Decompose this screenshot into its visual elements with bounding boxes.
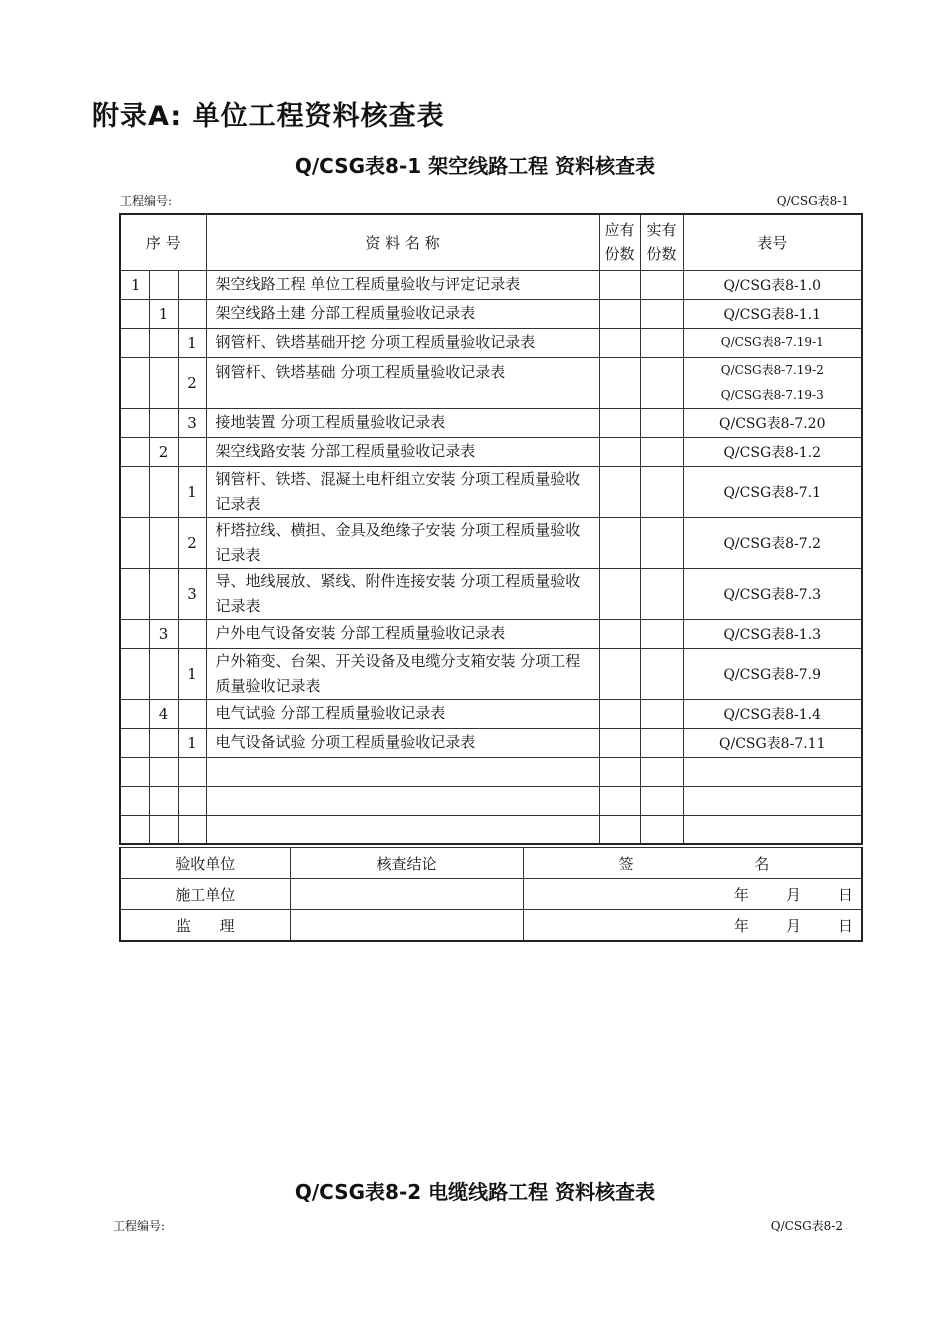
signature-row-supervision [120,910,862,942]
header-form-no: 表号 [683,214,862,270]
sign-header-char2: 名 [754,854,770,873]
row-actual-count [640,408,683,437]
table-row [120,466,862,517]
table1-title: Q/CSG表8-1 架空线路工程 资料核查表 [294,154,656,178]
row-form-no: Q/CSG表8-1.0 [683,270,862,299]
row-should-count [599,728,640,757]
empty-row [120,757,862,786]
table-row [120,437,862,466]
row-level3 [178,437,206,466]
empty-row [120,815,862,844]
row-doc-name: 架空线路土建 分部工程质量验收记录表 [206,299,599,328]
table-header-row [120,214,862,270]
row-level3: 2 [178,517,206,568]
row-level3 [178,699,206,728]
row-level1: 1 [120,270,149,299]
row-form-no: Q/CSG表8-7.20 [683,408,862,437]
document-check-table [119,213,863,845]
row-actual-count [640,328,683,357]
row-actual-count [640,437,683,466]
date-month: 月 [785,916,801,935]
row-level3: 2 [178,357,206,408]
table-row [120,517,862,568]
table-row [120,299,862,328]
table-row [120,357,862,408]
row-level1 [120,437,149,466]
row-level1 [120,299,149,328]
header-name: 资 料 名 称 [206,214,599,270]
row-doc-name: 架空线路安装 分部工程质量验收记录表 [206,437,599,466]
header-should-count [599,214,640,270]
table2-code-label: Q/CSG表8-2 [770,1219,843,1233]
date-year: 年 [733,885,749,904]
row-form-no: Q/CSG表8-7.19-1 [683,328,862,357]
row-should-count [599,408,640,437]
table-row [120,408,862,437]
sign-conclusion-header: 核查结论 [290,848,523,879]
row-level2 [149,648,178,699]
table-row [120,728,862,757]
row-level3: 1 [178,328,206,357]
row-level3: 3 [178,408,206,437]
date-year: 年 [733,916,749,935]
row-level1 [120,728,149,757]
row-should-count [599,270,640,299]
row-form-no: Q/CSG表8-7.3 [683,568,862,619]
row-doc-name: 杆塔拉线、横担、金具及绝缘子安装 分项工程质量验收记录表 [206,517,599,568]
row-doc-name: 架空线路工程 单位工程质量验收与评定记录表 [206,270,599,299]
table2-title: Q/CSG表8-2 电缆线路工程 资料核查表 [294,1180,656,1204]
row-should-count [599,517,640,568]
row-should-count [599,328,640,357]
sign-construction-date [523,879,862,910]
row-level2 [149,357,178,408]
sign-supervision-conclusion [290,910,523,942]
row-doc-name: 钢管杆、铁塔基础 分项工程质量验收记录表 [206,357,599,408]
row-should-count [599,568,640,619]
row-level3 [178,270,206,299]
signature-row-construction [120,879,862,910]
row-form-no: Q/CSG表8-7.1 [683,466,862,517]
row-level2 [149,517,178,568]
row-level1 [120,328,149,357]
row-doc-name: 钢管杆、铁塔基础开挖 分项工程质量验收记录表 [206,328,599,357]
row-level1 [120,619,149,648]
row-level3: 3 [178,568,206,619]
row-should-count [599,437,640,466]
date-day: 日 [837,916,853,935]
row-form-no: Q/CSG表8-1.1 [683,299,862,328]
header-actual-count-line2: 份数 [646,245,677,264]
row-level2 [149,270,178,299]
table2-project-no-label: 工程编号: [113,1219,166,1233]
row-should-count [599,466,640,517]
header-should-count-line2: 份数 [604,245,635,264]
row-level3 [178,299,206,328]
row-level1 [120,648,149,699]
row-level1 [120,568,149,619]
row-actual-count [640,357,683,408]
row-level2: 3 [149,619,178,648]
row-doc-name: 户外电气设备安装 分部工程质量验收记录表 [206,619,599,648]
sign-construction-unit: 施工单位 [120,879,290,910]
row-level3: 1 [178,728,206,757]
row-actual-count [640,270,683,299]
row-level3: 1 [178,466,206,517]
row-doc-name: 钢管杆、铁塔、混凝土电杆组立安装 分项工程质量验收记录表 [206,466,599,517]
table-row [120,568,862,619]
row-form-no: Q/CSG表8-1.4 [683,699,862,728]
row-level1 [120,699,149,728]
sign-construction-conclusion [290,879,523,910]
row-actual-count [640,517,683,568]
row-level1 [120,517,149,568]
row-actual-count [640,728,683,757]
row-doc-name: 接地装置 分项工程质量验收记录表 [206,408,599,437]
date-day: 日 [837,885,853,904]
table-row [120,328,862,357]
row-level2 [149,728,178,757]
row-should-count [599,619,640,648]
row-level1 [120,408,149,437]
sign-supervision-date [523,910,862,942]
row-level3: 1 [178,648,206,699]
table-row [120,648,862,699]
header-should-count-line1: 应有 [604,221,635,240]
row-actual-count [640,648,683,699]
row-level2 [149,568,178,619]
row-level3 [178,619,206,648]
row-form-no: Q/CSG表8-7.2 [683,517,862,568]
sign-header-char1: 签 [618,854,634,873]
row-doc-name: 电气设备试验 分项工程质量验收记录表 [206,728,599,757]
row-level2: 4 [149,699,178,728]
signature-header-row [120,848,862,879]
table-row [120,619,862,648]
row-level1 [120,466,149,517]
row-level2 [149,466,178,517]
row-level2 [149,328,178,357]
row-actual-count [640,568,683,619]
row-form-no-line1: Q/CSG表8-7.19-2 [720,362,824,377]
header-actual-count [640,214,683,270]
row-level2: 2 [149,437,178,466]
row-actual-count [640,699,683,728]
row-should-count [599,648,640,699]
header-seq: 序 号 [120,214,206,270]
table1-project-no-label: 工程编号: [120,194,173,208]
row-actual-count [640,619,683,648]
date-month: 月 [785,885,801,904]
row-form-no-line2: Q/CSG表8-7.19-3 [720,387,824,402]
row-level1 [120,357,149,408]
row-should-count [599,299,640,328]
table1-code-label: Q/CSG表8-1 [776,194,849,208]
row-actual-count [640,466,683,517]
row-actual-count [640,299,683,328]
row-should-count [599,357,640,408]
header-actual-count-line1: 实有 [646,221,677,240]
row-form-no: Q/CSG表8-1.2 [683,437,862,466]
row-form-no [683,357,862,408]
row-should-count [599,699,640,728]
empty-row [120,786,862,815]
sign-signature-header [523,848,862,879]
row-form-no: Q/CSG表8-7.11 [683,728,862,757]
appendix-title: 附录A: 单位工程资料核查表 [92,101,445,132]
row-form-no: Q/CSG表8-1.3 [683,619,862,648]
table-row [120,699,862,728]
row-level2: 1 [149,299,178,328]
row-level2 [149,408,178,437]
row-doc-name: 导、地线展放、紧线、附件连接安装 分项工程质量验收记录表 [206,568,599,619]
sign-unit-header: 验收单位 [120,848,290,879]
row-doc-name: 电气试验 分部工程质量验收记录表 [206,699,599,728]
signature-table [119,847,863,942]
row-form-no: Q/CSG表8-7.9 [683,648,862,699]
row-doc-name: 户外箱变、台架、开关设备及电缆分支箱安装 分项工程质量验收记录表 [206,648,599,699]
sign-supervision: 监 理 [120,910,290,942]
table-row [120,270,862,299]
